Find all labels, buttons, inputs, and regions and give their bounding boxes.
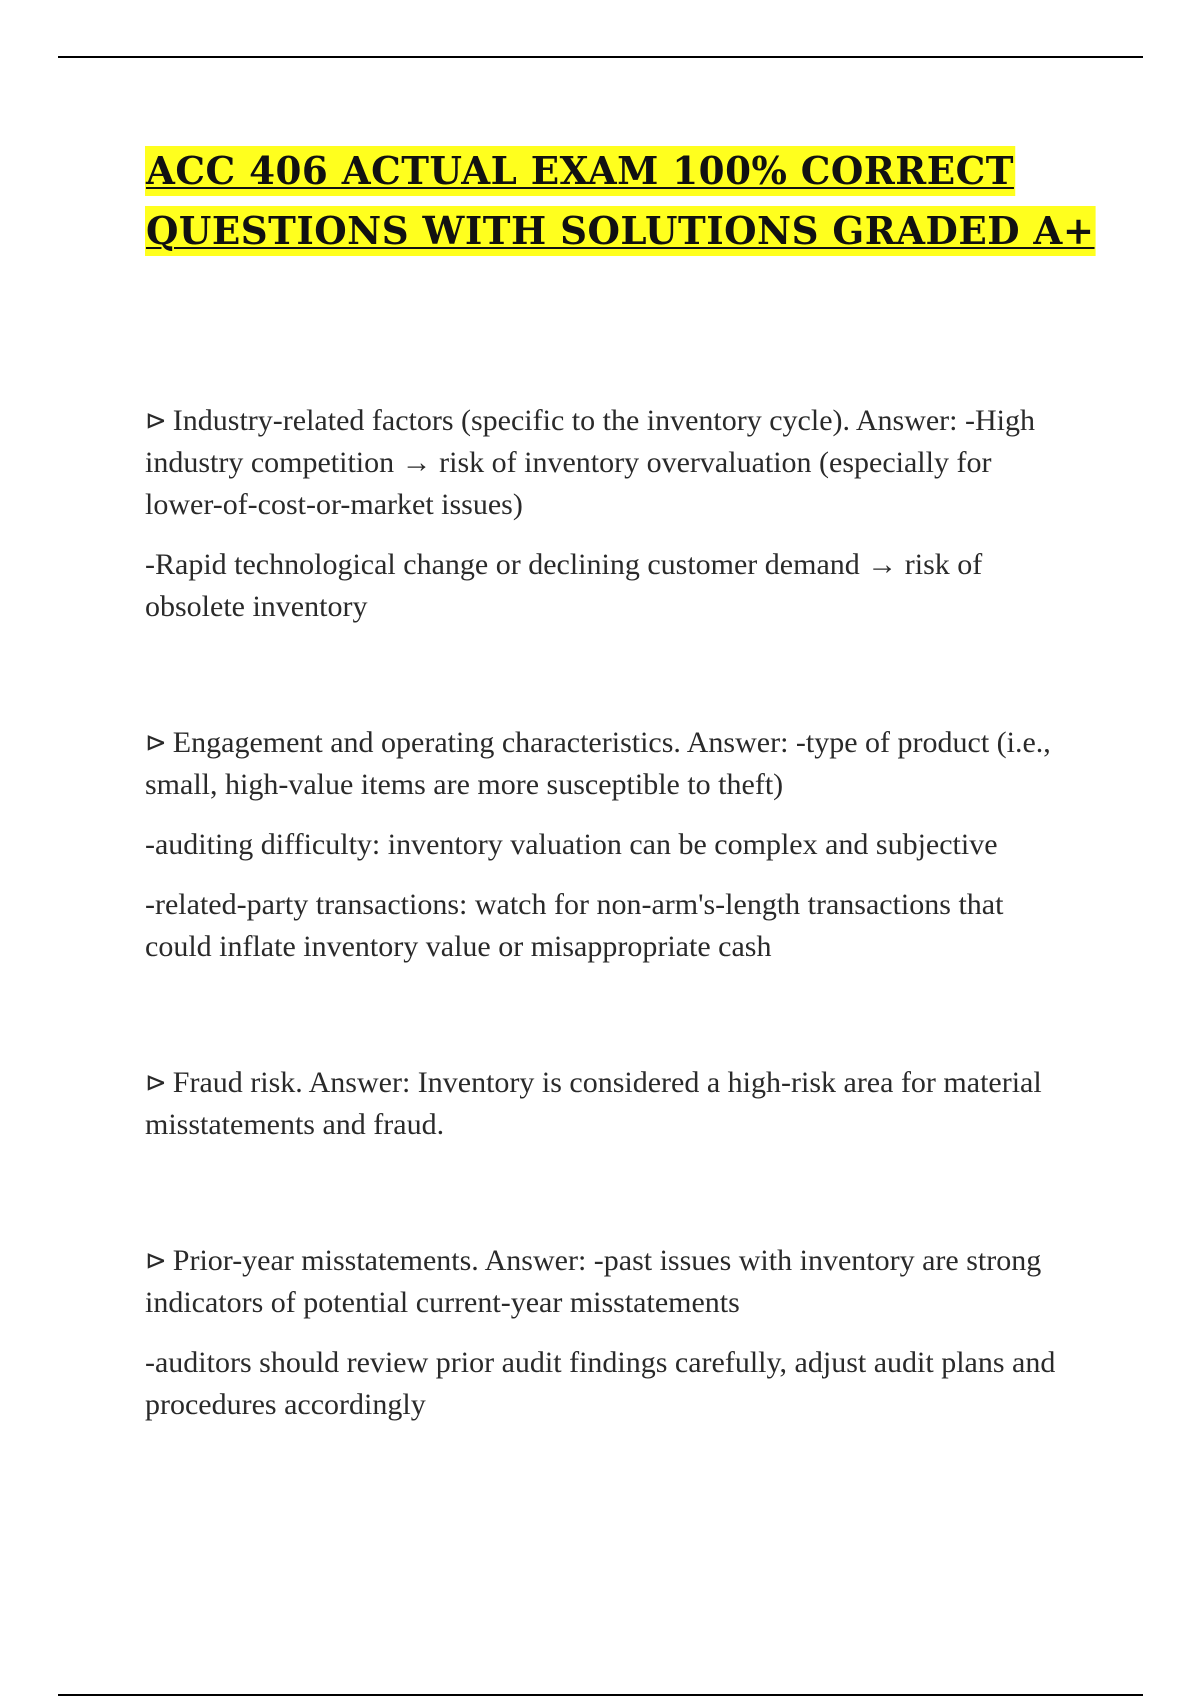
qa-answer-line: -auditing difficulty: inventory valuation can be complex and subjective (145, 828, 998, 861)
qa-question-text: Engagement and operating characteristics. Answer: -type of product (i.e., small, high-value items are more susceptible to theft) (145, 726, 1051, 801)
qa-answer-line: -Rapid technological change or declining customer demand → risk of obsolete inventory (145, 548, 983, 623)
qa-answer-line: -related-party transactions: watch for non-arm's-length transactions that could inflate inventory value or misappropriate cash (145, 888, 1004, 963)
qa-question (145, 722, 1065, 806)
qa-answer-line: -auditors should review prior audit findings carefully, adjust audit plans and procedures accordingly (145, 1346, 1056, 1421)
qa-question-text: Fraud risk. Answer: Inventory is considered a high-risk area for material misstatements and fraud. (145, 1066, 1042, 1141)
qa-question (145, 1062, 1065, 1146)
document-title (145, 146, 1105, 266)
qa-item-4 (145, 1240, 1065, 1426)
spacer (145, 986, 1065, 1062)
triangle-bullet-icon: ⊳ (145, 1246, 167, 1275)
title-line-2: QUESTIONS WITH SOLUTIONS GRADED A+ (145, 206, 1095, 256)
qa-item-1 (145, 400, 1065, 628)
triangle-bullet-icon: ⊳ (145, 728, 167, 757)
qa-question (145, 1240, 1065, 1324)
triangle-bullet-icon: ⊳ (145, 406, 167, 435)
qa-item-3 (145, 1062, 1065, 1146)
spacer (145, 646, 1065, 722)
qa-item-2 (145, 722, 1065, 968)
qa-question-text: Prior-year misstatements. Answer: -past issues with inventory are strong indicators of potential current-year misstatements (145, 1244, 1042, 1319)
qa-question-text: Industry-related factors (specific to the inventory cycle). Answer: -High industry competition → risk of inventory overvaluation (especially for lower-of-cost-or-market issues) (145, 404, 1035, 521)
bottom-rule (58, 1694, 1143, 1696)
spacer (145, 1164, 1065, 1240)
top-rule (58, 56, 1143, 58)
title-line-1: ACC 406 ACTUAL EXAM 100% CORRECT (145, 146, 1015, 196)
qa-question (145, 400, 1065, 526)
triangle-bullet-icon: ⊳ (145, 1068, 167, 1097)
document-body (145, 400, 1065, 1444)
